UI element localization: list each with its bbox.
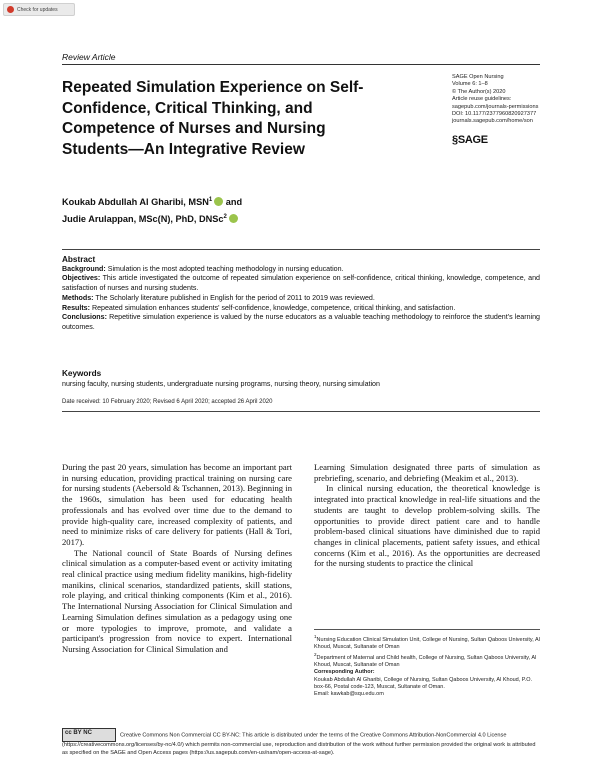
doi-link[interactable]: DOI: 10.1177/2377960820927377: [452, 111, 537, 118]
text: Repetitive simulation experience is valued by the nurse educators as a valuable teaching methodology to reinforce the student's learning outcomes.: [62, 313, 540, 331]
permissions-link[interactable]: sagepub.com/journals-permissions: [452, 103, 539, 110]
orcid-icon[interactable]: [229, 214, 238, 223]
orcid-icon[interactable]: [214, 197, 223, 206]
label: Results:: [62, 303, 90, 312]
text: This article investigated the outcome of repeated simulation experience on self-confidence, critical thinking, knowledge, competence, and satisfaction of nurses and nursing students.: [62, 274, 540, 293]
top-divider: [62, 64, 540, 65]
abstract-methods: [62, 294, 540, 304]
affiliation-mark: 1: [314, 634, 317, 639]
journal-home-link[interactable]: journals.sagepub.com/home/son: [452, 118, 533, 125]
check-for-updates-badge[interactable]: [3, 3, 75, 16]
abstract-background: [62, 265, 540, 275]
label: Conclusions:: [62, 313, 107, 322]
volume: Volume 6: 1–8: [452, 81, 488, 88]
email-link[interactable]: Email: kawkab@squ.edu.om: [314, 691, 384, 698]
abstract-results: [62, 304, 540, 314]
label: Methods:: [62, 293, 94, 302]
license: [62, 728, 540, 757]
copyright: © The Author(s) 2020: [452, 88, 506, 95]
abstract-divider: [62, 249, 540, 250]
author-name: Koukab Abdullah Al Gharibi, MSN: [62, 197, 209, 208]
abstract-heading: Abstract: [62, 255, 96, 264]
author-separator: and: [223, 197, 243, 208]
corresponding-author-label: Corresponding Author:: [314, 669, 375, 676]
author-2: [62, 210, 242, 227]
body-divider: [62, 411, 540, 412]
affiliation-mark: 1: [208, 197, 213, 203]
body-column-right: [314, 462, 540, 569]
author-name: Judie Arulappan, MSc(N), PhD, DNSc: [62, 214, 224, 225]
body-column-left: [62, 462, 292, 655]
abstract-objectives: [62, 274, 540, 293]
abstract: [62, 255, 540, 333]
footnote-divider: [314, 629, 540, 630]
author-1: [62, 193, 242, 210]
update-icon: [7, 6, 14, 13]
paragraph: In clinical nursing education, the theoretical knowledge is integrated into practical knowledge in real-life situations and the students are taught to develop problem-solving skills. The opportunities to provide direct patient care and to handle problem-based clinical situations have diminished due to rapid changes in clinical placements, patient safety issues, and ethical concerns (Kim et al., 2016). As the opportunities are decreased for the nursing students to practice the clinical: [314, 483, 540, 569]
dates: Date received: 10 February 2020; Revised 6 April 2020; accepted 26 April 2020: [62, 399, 273, 405]
paragraph: The National council of State Boards of Nursing defines clinical simulation as a computer-based event or activity imitating real clinical practice using medium fidelity manikins, high-fidelity manikins, clinical scenarios, standardized patients, skill stations, role playing, and critical thinking components (Kim et al., 2016). The International Nursing Association for Clinical Simulation and Learning Simulation defines simulation as a pedagogy using one or more typologies to improve, promote, and validate a participant's progression from novice to expert. International Nursing Association for Clinical Simulation and: [62, 547, 292, 654]
sage-logo: §SAGE: [452, 134, 488, 146]
affiliation-text: Department of Maternal and Child health, College of Nursing, Sultan Qaboos University, Al Khoud, Muscat, Sultanate of Oman: [314, 655, 537, 669]
reuse-label: Article reuse guidelines:: [452, 96, 512, 103]
author-list: [62, 193, 242, 227]
keywords-text: nursing faculty, nursing students, undergraduate nursing programs, nursing theory, nursing simulation: [62, 380, 380, 388]
badge-label: Check for updates: [17, 6, 58, 13]
journal-info: [452, 74, 552, 126]
article-type: Review Article: [62, 52, 116, 62]
keywords-heading: Keywords: [62, 369, 102, 378]
text: The Scholarly literature published in English for the period of 2011 to 2019 was reviewed.: [93, 293, 375, 302]
journal-name: SAGE Open Nursing: [452, 74, 504, 80]
label: Objectives:: [62, 274, 101, 283]
affiliation-2: [314, 651, 540, 669]
publisher-name: SAGE: [457, 134, 488, 146]
label: Background:: [62, 264, 106, 273]
text: Repeated simulation enhances students' self-confidence, knowledge, competence, critical thinking, and satisfaction.: [90, 303, 456, 312]
affiliation-mark: 2: [314, 652, 317, 658]
paragraph: Learning Simulation designated three parts of simulation as prebriefing, scenario, and debriefing (Meakim et al., 2013).: [314, 462, 540, 483]
paragraph: During the past 20 years, simulation has become an important part in nursing education, providing practical training on nursing care for nursing students (Aebersold & Tschannen, 2013). Beginning in the 1960s, simulation has been used for educating health professionals and has evolved over time due to the demand to provide high-quality care, increased complexity of patients, and need to minimize risks of care delivery for patients (Hall & Tori, 2017).: [62, 462, 292, 547]
article-title: Repeated Simulation Experience on Self-Confidence, Critical Thinking, and Competence of Nurses and Nursing Students—An Integrative Review: [62, 79, 364, 158]
cc-license-icon[interactable]: [62, 728, 116, 742]
footnotes: [314, 633, 540, 698]
affiliation-text: Nursing Education Clinical Simulation Unit, College of Nursing, Sultan Qaboos University, Al Khoud, Muscat, Sultanate of Oman: [314, 636, 540, 651]
abstract-conclusions: [62, 313, 540, 332]
cc-badge-text: cc BY NC: [65, 730, 92, 736]
license-text: Creative Commons Non Commercial CC BY-NC: This article is distributed under the terms of the Creative Commons Attribution-NonCommercial 4.0 License (https://creativecommons.org/licenses/by-nc/4.0/) which permits non-commercial use, reproduction and distribution of the work without further permission provided the original work is attributed as specified on the SAGE and Open Access pages (https://us.sagepub.com/en-us/nam/open-access-at-sage).: [62, 732, 536, 756]
affiliation-1: [314, 633, 540, 651]
text: Simulation is the most adopted teaching methodology in nursing education.: [105, 264, 344, 273]
keywords: [62, 369, 540, 389]
affiliation-mark: 2: [223, 214, 227, 221]
corresponding-author: Koukab Abdullah Al Gharibi, College of Nursing, Sultan Qaboos University, Al Khoud, P.O. box-66, Postal code-123, Muscat, Sultanate of Oman.: [314, 676, 533, 690]
